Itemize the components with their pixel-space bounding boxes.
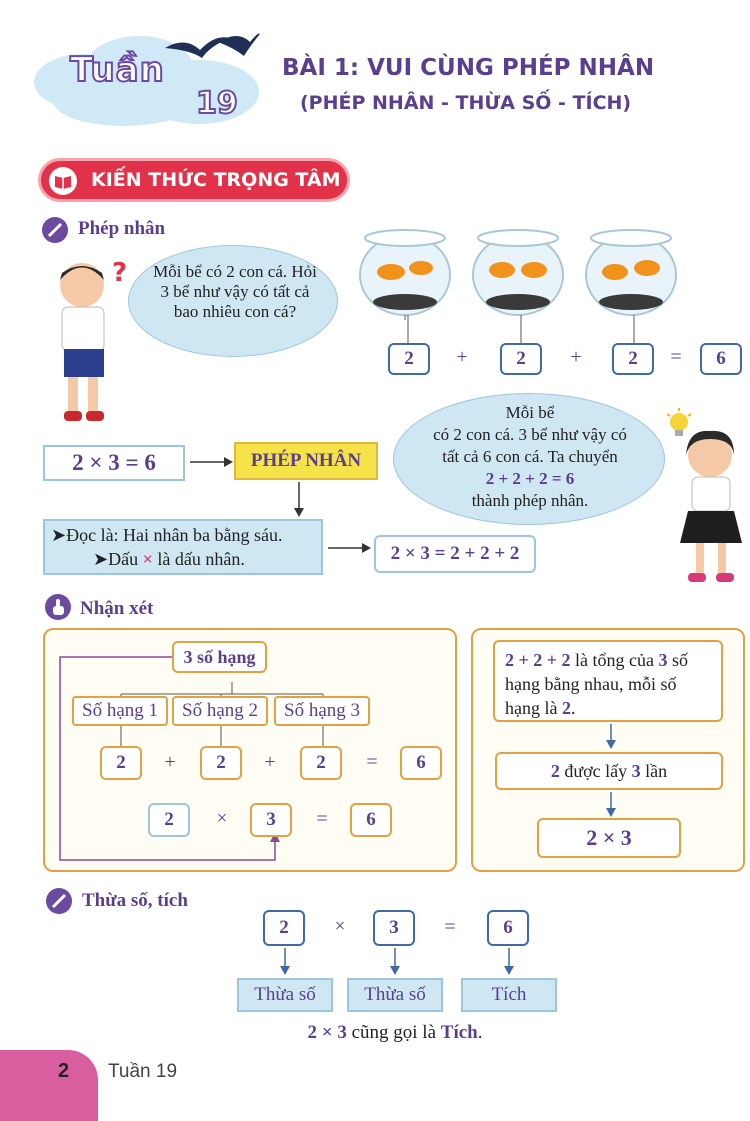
swallow-birds-icon [160,28,260,78]
product-label: Tích [461,978,557,1012]
arrow-down-icon [603,724,619,750]
arrow-down-icon [277,948,293,976]
hand-pointer-icon [45,594,71,620]
factor-label-1: Thừa số [237,978,333,1012]
multiplication-heading: Phép nhân [78,218,166,239]
product-result-box: 6 [350,803,392,837]
pencil-icon [42,217,68,243]
week-number: 19 [196,86,238,121]
fishbowl-icon [360,230,450,315]
note-expression: 2 × 3 [307,1022,347,1043]
plus-sign-1: + [164,751,176,773]
arrow-right-icon [328,540,372,556]
sum-text-2: số hạng bằng nhau, mỗi số hạng là [505,650,689,718]
arrow-down-icon [501,948,517,976]
term-label-2: Số hạng 2 [172,696,268,726]
sum-box-3: 2 [612,343,654,375]
term-box-3: 2 [300,746,342,780]
phep-nhan-label: PHÉP NHÂN [234,442,378,480]
reading-line-2-prefix: ➤Dấu [93,549,143,569]
final-expression-box: 2 × 3 [537,818,681,858]
arrow-down-icon [603,792,619,818]
term-label-1: Số hạng 1 [72,696,168,726]
bowl-connector-lines [355,315,695,345]
week-word: Tuần [70,50,165,90]
page-number: 2 [58,1060,70,1082]
equals-sign: = [670,346,682,368]
sum-box-2: 2 [500,343,542,375]
equation-box: 2 × 3 = 6 [43,445,185,481]
term-value: 2 [561,698,571,718]
factor-label-2: Thừa số [347,978,443,1012]
core-knowledge-banner [38,158,350,202]
arrow-down-icon [387,948,403,976]
question-mark: ? [112,258,128,288]
taken-times-box [495,752,723,790]
factor-box-2: 3 [373,910,415,946]
pencil-icon [46,888,72,914]
taken-text-2: lần [640,761,668,781]
terms-count: 3 [658,650,668,670]
product-factor-box-2: 3 [250,803,292,837]
reading-line-1: ➤Đọc là: Hai nhân ba bằng sáu. [51,525,283,545]
remark-heading: Nhận xét [80,598,154,619]
term-box-1: 2 [100,746,142,780]
sum-box-1: 2 [388,343,430,375]
lesson-subtitle: (PHÉP NHÂN - THỪA SỐ - TÍCH) [300,92,632,114]
note-term: Tích [440,1022,478,1043]
boy-speech-text: Mỗi bể có 2 con cá. Hỏi 3 bể như vậy có tất cả bao nhiêu con cá? [153,262,317,321]
factors-heading: Thừa số, tích [82,890,188,911]
fish-bowls [355,220,695,320]
plus-sign-2: + [570,346,582,368]
factors-note [200,1022,590,1044]
footer-tab [0,1050,98,1121]
boy-illustration [40,255,120,435]
times-sign: × [216,808,228,829]
three-terms-label: 3 số hạng [172,641,267,673]
girl-speech-line-4: 2 + 2 + 2 = 6 [485,469,575,488]
term-box-2: 2 [200,746,242,780]
lesson-title: BÀI 1: VUI CÙNG PHÉP NHÂN [282,55,655,81]
product-box: 6 [487,910,529,946]
sum-explanation-box [493,640,723,722]
equals-sign: = [444,916,456,938]
girl-speech-line-5: thành phép nhân. [471,491,589,510]
sum-text-3: . [570,698,576,718]
plus-sign-1: + [456,346,468,368]
arrow-right-icon [190,454,234,470]
core-knowledge-label: KIẾN THỨC TRỌNG TÂM [91,169,341,191]
reading-box [43,519,323,575]
sum-expression: 2 + 2 + 2 [505,650,571,670]
arrow-down-icon [291,482,307,518]
term-label-3: Số hạng 3 [274,696,370,726]
product-factor-box-1: 2 [148,803,190,837]
girl-speech-line-3: tất cả 6 con cá. Ta chuyển [442,447,618,466]
reading-line-2-suffix: là dấu nhân. [152,549,245,569]
times-sign: × [334,916,346,937]
sum-text-1: là tổng của [570,650,659,670]
taken-count: 3 [631,761,641,781]
book-icon [49,167,77,195]
equals-sign: = [366,751,378,773]
note-period: . [477,1022,483,1043]
taken-value: 2 [550,761,560,781]
times-sign-highlight: × [142,549,153,569]
girl-speech-line-2: có 2 con cá. 3 bể như vậy có [433,425,627,444]
factor-box-1: 2 [263,910,305,946]
reading-line-2 [93,549,245,570]
equals-sign: = [316,808,328,830]
footer-week-label: Tuần 19 [108,1061,178,1082]
girl-illustration [662,425,748,590]
note-text: cũng gọi là [346,1022,441,1043]
taken-text-1: được lấy [559,761,632,781]
sum-result-box: 6 [700,343,742,375]
total-box: 6 [400,746,442,780]
expansion-box: 2 × 3 = 2 + 2 + 2 [374,535,536,573]
girl-speech-line-1: Mỗi bể [505,403,555,422]
plus-sign-2: + [264,751,276,773]
